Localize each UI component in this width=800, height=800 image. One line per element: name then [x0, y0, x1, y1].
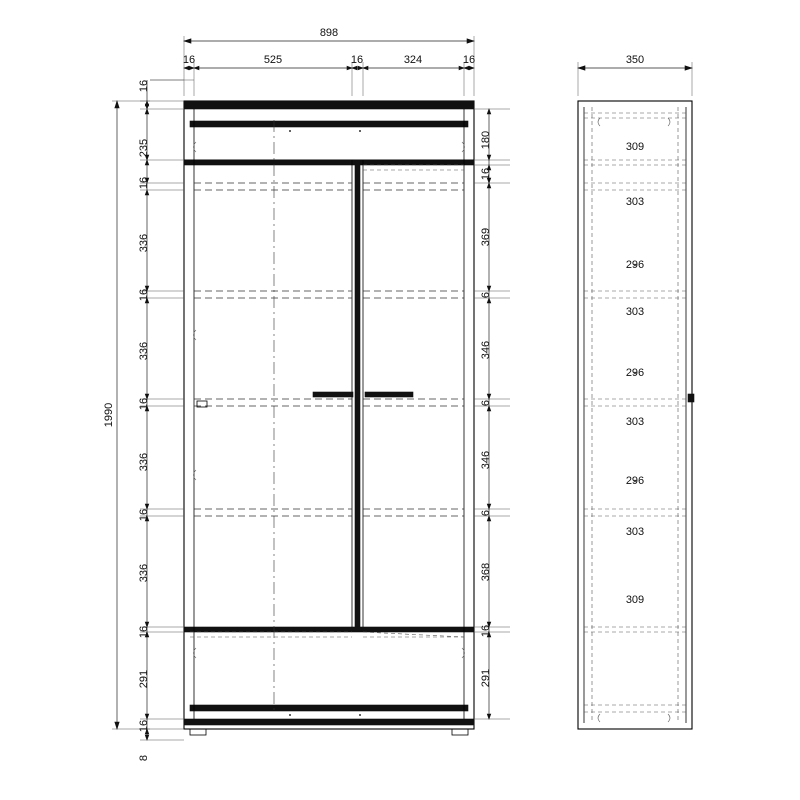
side-depth-7: 296: [625, 475, 645, 487]
dim-right-6: 6: [480, 399, 492, 407]
front-hidden-shelves: [190, 165, 464, 637]
dim-left-13: 16: [138, 719, 150, 733]
dim-left-8: 336: [138, 452, 150, 472]
dim-overall-height: 1990: [103, 402, 115, 428]
side-depth-8: 303: [625, 526, 645, 538]
dim-left-5: 16: [138, 288, 150, 302]
dim-top-seg-1: 16: [182, 54, 196, 66]
dim-right-8: 6: [480, 509, 492, 517]
dim-top-seg-3: 16: [350, 54, 364, 66]
front-base-panel: [184, 719, 474, 725]
front-foot-right: [452, 729, 468, 735]
dim-left-2: 235: [138, 138, 150, 158]
dim-left-10: 336: [138, 563, 150, 583]
dim-right-7: 346: [480, 450, 492, 470]
front-cabinet-outline: [184, 101, 474, 729]
front-view-dimensions: [103, 27, 510, 761]
dim-side-depth: 350: [625, 54, 645, 66]
dim-right-11: 291: [480, 668, 492, 688]
side-depth-4: 303: [625, 306, 645, 318]
front-top-rail: [190, 121, 468, 127]
dim-right-5: 346: [480, 340, 492, 360]
front-hinge-hardware: [194, 142, 465, 658]
side-depth-2: 303: [625, 196, 645, 208]
dim-top-seg-5: 16: [462, 54, 476, 66]
front-view-group: [184, 101, 474, 735]
side-depth-9: 309: [625, 594, 645, 606]
dim-right-9: 368: [480, 562, 492, 582]
front-handle-left: [313, 392, 353, 397]
dim-left-3: 16: [138, 176, 150, 190]
side-depth-6: 303: [625, 416, 645, 428]
dim-left-4: 336: [138, 233, 150, 253]
dim-top-seg-2: 525: [263, 54, 283, 66]
side-depth-5: 296: [625, 367, 645, 379]
dim-right-2: 16: [480, 167, 492, 181]
front-center-divider: [355, 160, 360, 627]
dim-left-1: 16: [138, 79, 150, 93]
front-top-panel: [184, 101, 474, 109]
dim-left-12: 291: [138, 669, 150, 689]
front-bottom-shelf: [184, 627, 474, 632]
dim-left-14: 8: [138, 754, 150, 762]
front-foot-left: [190, 729, 206, 735]
front-top-compartment-shelf: [184, 160, 474, 165]
side-hinge-block: [688, 394, 694, 402]
side-depth-1: 309: [625, 141, 645, 153]
dim-top-seg-4: 324: [403, 54, 423, 66]
front-bottom-rail: [190, 705, 468, 711]
dim-right-3: 369: [480, 227, 492, 247]
dim-left-6: 336: [138, 341, 150, 361]
dim-right-1: 180: [480, 130, 492, 150]
dim-left-11: 16: [138, 625, 150, 639]
dim-left-7: 16: [138, 397, 150, 411]
dim-overall-width: 898: [319, 27, 339, 39]
side-depth-3: 296: [625, 259, 645, 271]
dim-left-9: 16: [138, 508, 150, 522]
dim-right-10: 16: [480, 624, 492, 638]
side-view-group: [578, 54, 694, 729]
dim-right-4: 6: [480, 291, 492, 299]
front-handle-right: [365, 392, 413, 397]
